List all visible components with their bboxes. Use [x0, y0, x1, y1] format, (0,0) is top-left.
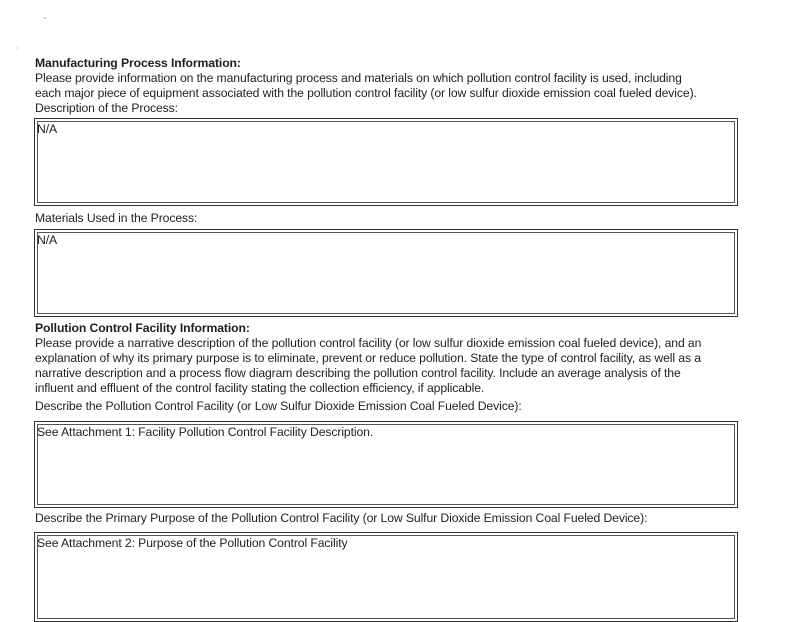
describe-facility-label: Describe the Pollution Control Facility (or Low Sulfur Dioxide Emission Coal Fueled Device): — [35, 399, 522, 413]
materials-value: N/A — [37, 233, 58, 247]
describe-facility-value: See Attachment 1: Facility Pollution Control Facility Description. — [37, 425, 374, 439]
description-field-inner-border — [37, 121, 735, 203]
scan-speck — [44, 17, 46, 19]
materials-field[interactable] — [34, 229, 738, 317]
primary-purpose-label: Describe the Primary Purpose of the Pollution Control Facility (or Low Sulfur Dioxide Emission Coal Fueled Device): — [35, 511, 648, 525]
manufacturing-instructions-line2: each major piece of equipment associated with the pollution control facility (or low sulfur dioxide emission coal fueled device). — [35, 86, 697, 100]
manufacturing-heading: Manufacturing Process Information: — [35, 56, 241, 70]
describe-facility-field[interactable] — [34, 421, 738, 508]
pollution-instructions-line1: Please provide a narrative description of the pollution control facility (or low sulfur dioxide emission coal fueled device), and an — [35, 336, 702, 350]
primary-purpose-value: See Attachment 2: Purpose of the Pollution Control Facility — [37, 536, 348, 550]
scan-speck — [16, 47, 18, 49]
manufacturing-instructions-line1: Please provide information on the manufacturing process and materials on which pollution control facility is used, including — [35, 71, 682, 85]
materials-field-inner-border — [37, 232, 735, 314]
pollution-control-heading: Pollution Control Facility Information: — [35, 321, 250, 335]
pollution-instructions-line4: influent and effluent of the control facility stating the collection efficiency, if applicable. — [35, 381, 485, 395]
description-value: N/A — [37, 122, 58, 136]
pollution-instructions-line2: explanation of why its primary purpose is to eliminate, prevent or reduce pollution. State the type of control facility, as well as a — [35, 351, 701, 365]
description-label: Description of the Process: — [35, 101, 178, 115]
materials-label: Materials Used in the Process: — [35, 211, 198, 225]
description-field[interactable] — [34, 118, 738, 206]
pollution-instructions-line3: narrative description and a process flow diagram describing the pollution control facility. Include an average analysis of the — [35, 366, 681, 380]
primary-purpose-field[interactable] — [34, 532, 738, 622]
